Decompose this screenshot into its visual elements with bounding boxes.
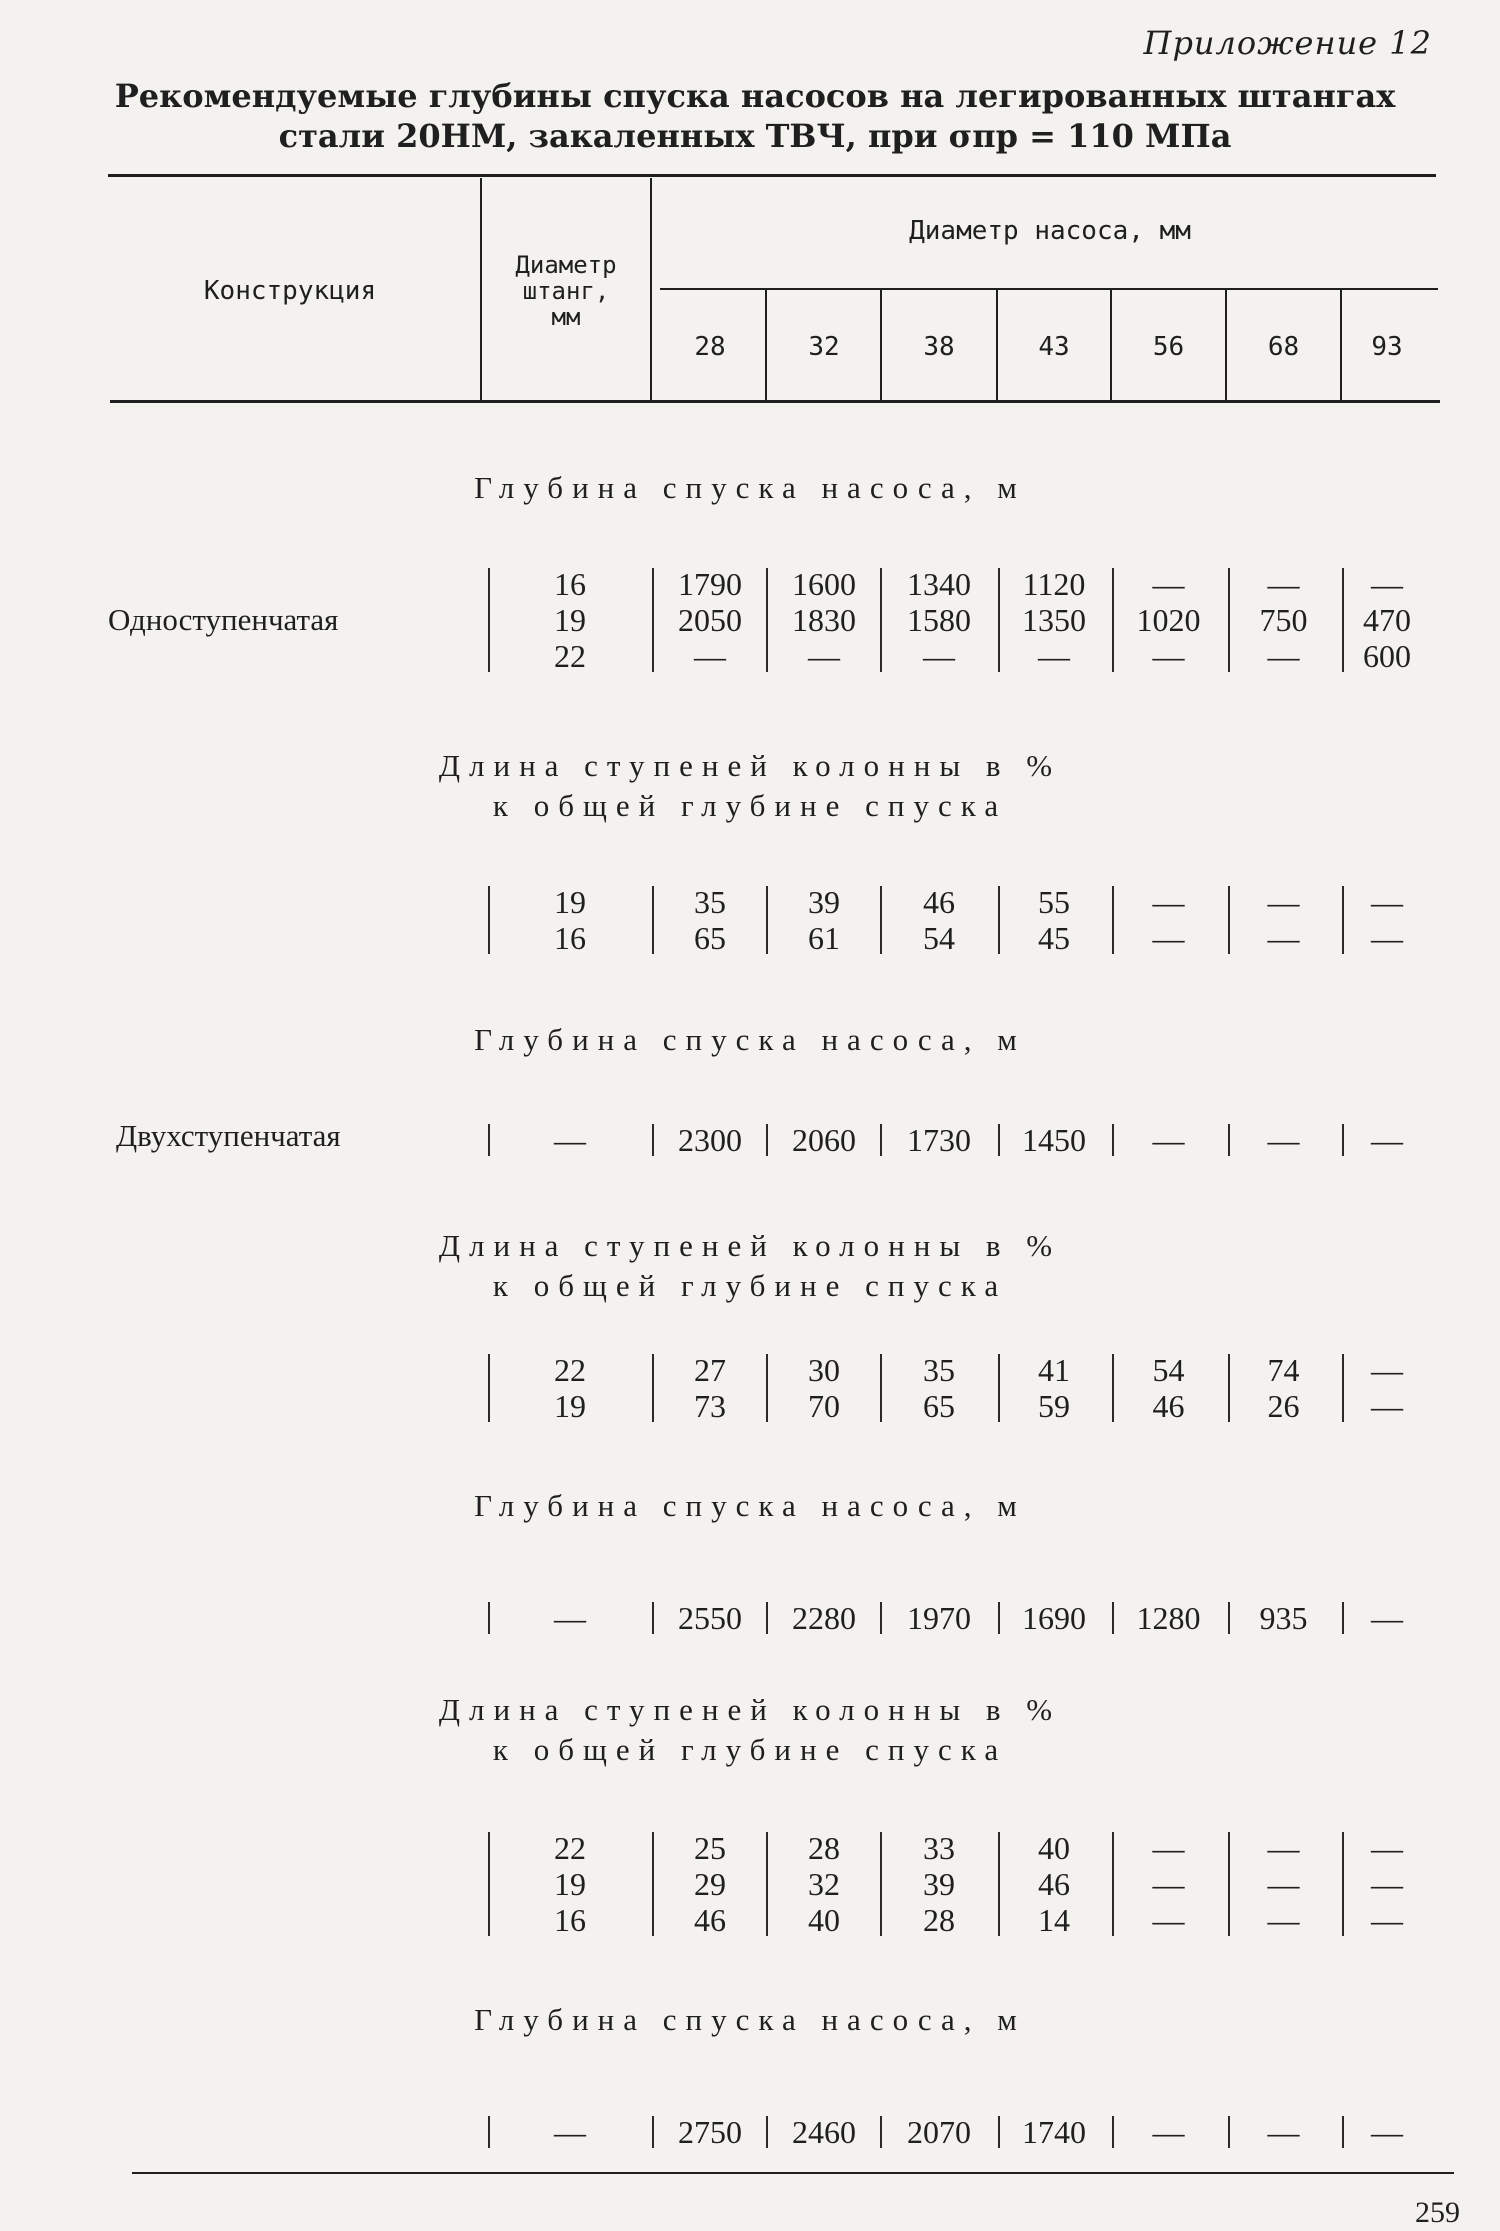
table-cell: 470 bbox=[1363, 602, 1411, 638]
table-cell: — bbox=[694, 638, 726, 674]
table-cell: 1970 bbox=[907, 1600, 971, 1636]
column-separator bbox=[652, 568, 654, 672]
header-construction: Конструкция bbox=[203, 276, 377, 306]
table-cell: 33 bbox=[923, 1830, 955, 1866]
table-cell: — bbox=[1371, 1388, 1403, 1424]
pump-size-43: 43 bbox=[1038, 332, 1070, 362]
column-separator bbox=[652, 1832, 654, 1936]
table-cell: — bbox=[923, 638, 955, 674]
column-separator bbox=[652, 886, 654, 954]
design-single-stage: Одноступенчатая bbox=[108, 602, 339, 637]
table-cell: 65 bbox=[694, 920, 726, 956]
table-cell: 1120 bbox=[1022, 566, 1086, 602]
rod-diameter-cell: — bbox=[554, 2114, 586, 2150]
table-title bbox=[110, 76, 1400, 156]
table-cell: 70 bbox=[808, 1388, 840, 1424]
design-two-stage: Двухступенчатая bbox=[116, 1118, 341, 1153]
table-cell: 1340 bbox=[907, 566, 971, 602]
table-cell: 65 bbox=[923, 1388, 955, 1424]
table-cell: 46 bbox=[1152, 1388, 1185, 1424]
header-divider-1 bbox=[480, 178, 482, 400]
stage-length-line-2: к общей глубине спуска bbox=[492, 1732, 1008, 1767]
table-cell: — bbox=[1152, 1830, 1185, 1866]
table-cell: 41 bbox=[1038, 1352, 1070, 1388]
column-separator bbox=[488, 1832, 490, 1936]
rod-diameter-cell: 19 bbox=[554, 884, 586, 920]
column-separator bbox=[488, 568, 490, 672]
header-top-rule bbox=[108, 174, 1436, 177]
stage-length-line-2: к общей глубине спуска bbox=[492, 1268, 1008, 1303]
header-pump-diameter: Диаметр насоса, мм bbox=[909, 216, 1191, 246]
table-cell: 2300 bbox=[678, 1122, 742, 1158]
section-caption-depth: Глубина спуска насоса, м bbox=[474, 2002, 1026, 2037]
table-cell: 1730 bbox=[907, 1122, 971, 1158]
table-cell: — bbox=[1152, 638, 1185, 674]
table-cell: — bbox=[1038, 638, 1070, 674]
table-cell: 1690 bbox=[1022, 1600, 1086, 1636]
rod-diameter-cell: 16 bbox=[554, 1902, 586, 1938]
table-cell: 32 bbox=[808, 1866, 840, 1902]
rod-diameter-cell: — bbox=[554, 1600, 586, 1636]
column-separator bbox=[488, 886, 490, 954]
header-rod-diameter-line: Диаметр bbox=[515, 251, 617, 279]
title-line-2: стали 20НМ, закаленных ТВЧ, при σпр = 110 МПа bbox=[278, 117, 1232, 155]
table-cell: 2050 bbox=[678, 602, 742, 638]
table-cell: 74 bbox=[1267, 1352, 1300, 1388]
table-cell: 2280 bbox=[792, 1600, 856, 1636]
stage-length-line-1: Длина ступеней колонны в % bbox=[438, 1692, 1062, 1727]
header-bottom-rule bbox=[110, 400, 1440, 403]
header-rod-diameter-line: штанг, bbox=[522, 277, 610, 305]
table-cell: 28 bbox=[808, 1830, 840, 1866]
column-separator bbox=[652, 1354, 654, 1422]
page-number: 259 bbox=[1415, 2196, 1460, 2229]
table-cell: 1790 bbox=[678, 566, 742, 602]
table-cell: — bbox=[808, 638, 840, 674]
column-separator bbox=[652, 1602, 654, 1634]
pump-size-32: 32 bbox=[808, 332, 840, 362]
rod-diameter-cell: 22 bbox=[554, 1830, 586, 1866]
table-cell: — bbox=[1152, 1866, 1185, 1902]
rod-diameter-cell: 19 bbox=[554, 1388, 586, 1424]
table-cell: — bbox=[1152, 920, 1185, 956]
table-cell: 54 bbox=[1152, 1352, 1185, 1388]
table-cell: — bbox=[1152, 2114, 1185, 2150]
table-cell: 2060 bbox=[792, 1122, 856, 1158]
table-cell: — bbox=[1267, 1902, 1300, 1938]
section-caption-depth: Глубина спуска насоса, м bbox=[474, 1488, 1026, 1523]
table-cell: — bbox=[1152, 566, 1185, 602]
table-cell: 1740 bbox=[1022, 2114, 1086, 2150]
table-cell: — bbox=[1267, 638, 1300, 674]
section-caption-depth: Глубина спуска насоса, м bbox=[474, 470, 1026, 505]
table-cell: 30 bbox=[808, 1352, 840, 1388]
table-cell: 39 bbox=[808, 884, 840, 920]
table-cell: 46 bbox=[923, 884, 955, 920]
table-cell: — bbox=[1371, 1902, 1403, 1938]
column-separator bbox=[488, 2116, 490, 2148]
table-cell: 1600 bbox=[792, 566, 856, 602]
rod-diameter-cell: 19 bbox=[554, 602, 586, 638]
table-cell: — bbox=[1371, 1600, 1403, 1636]
pump-col-divider bbox=[765, 290, 767, 400]
table-cell: 2460 bbox=[792, 2114, 856, 2150]
table-cell: — bbox=[1371, 566, 1403, 602]
title-line-1: Рекомендуемые глубины спуска насосов на легированных штангах bbox=[114, 77, 1396, 115]
section-caption-stage-length bbox=[0, 1690, 1500, 1770]
rod-diameter-cell: — bbox=[554, 1122, 586, 1158]
table-cell: 54 bbox=[923, 920, 955, 956]
table-cell: — bbox=[1267, 2114, 1300, 2150]
pump-size-93: 93 bbox=[1371, 332, 1403, 362]
section-caption-depth: Глубина спуска насоса, м bbox=[474, 1022, 1026, 1057]
table-cell: 29 bbox=[694, 1866, 726, 1902]
header-rod-diameter-line: мм bbox=[551, 303, 581, 331]
table-cell: 25 bbox=[694, 1830, 726, 1866]
table-cell: — bbox=[1152, 1902, 1185, 1938]
rod-diameter-cell: 16 bbox=[554, 566, 586, 602]
table-cell: — bbox=[1267, 884, 1300, 920]
table-cell: — bbox=[1371, 920, 1403, 956]
table-cell: 935 bbox=[1259, 1600, 1308, 1636]
rod-diameter-cell: 22 bbox=[554, 638, 586, 674]
pump-size-68: 68 bbox=[1267, 332, 1300, 362]
stage-length-line-2: к общей глубине спуска bbox=[492, 788, 1008, 823]
table-cell: 2550 bbox=[678, 1600, 742, 1636]
table-cell: 2750 bbox=[678, 2114, 742, 2150]
table-cell: 40 bbox=[1038, 1830, 1070, 1866]
pump-size-56: 56 bbox=[1152, 332, 1185, 362]
table-cell: — bbox=[1371, 1830, 1403, 1866]
table-cell: 35 bbox=[694, 884, 726, 920]
section-caption-stage-length bbox=[0, 1226, 1500, 1306]
table-cell: 61 bbox=[808, 920, 840, 956]
column-separator bbox=[488, 1602, 490, 1634]
table-cell: — bbox=[1371, 1352, 1403, 1388]
table-cell: — bbox=[1267, 566, 1300, 602]
table-cell: — bbox=[1152, 884, 1185, 920]
table-cell: — bbox=[1267, 1830, 1300, 1866]
table-cell: 1350 bbox=[1022, 602, 1086, 638]
table-cell: — bbox=[1267, 1866, 1300, 1902]
column-separator bbox=[488, 1354, 490, 1422]
column-separator bbox=[652, 1124, 654, 1156]
table-cell: 27 bbox=[694, 1352, 726, 1388]
table-cell: 35 bbox=[923, 1352, 955, 1388]
table-bottom-rule bbox=[132, 2172, 1454, 2174]
pump-size-38: 38 bbox=[923, 332, 955, 362]
table-cell: 46 bbox=[1038, 1866, 1070, 1902]
table-cell: 73 bbox=[694, 1388, 726, 1424]
section-caption-stage-length bbox=[0, 746, 1500, 826]
rod-diameter-cell: 22 bbox=[554, 1352, 586, 1388]
table-cell: 45 bbox=[1038, 920, 1070, 956]
table-cell: 1450 bbox=[1022, 1122, 1086, 1158]
table-cell: 26 bbox=[1267, 1388, 1300, 1424]
rod-diameter-cell: 16 bbox=[554, 920, 586, 956]
table-cell: 600 bbox=[1363, 638, 1411, 674]
table-cell: 39 bbox=[923, 1866, 955, 1902]
table-cell: 46 bbox=[694, 1902, 726, 1938]
table-cell: 59 bbox=[1038, 1388, 1070, 1424]
rod-diameter-cell: 19 bbox=[554, 1866, 586, 1902]
stage-length-line-1: Длина ступеней колонны в % bbox=[438, 748, 1062, 783]
table-cell: — bbox=[1152, 1122, 1185, 1158]
table-cell: 1580 bbox=[907, 602, 971, 638]
stage-length-line-1: Длина ступеней колонны в % bbox=[438, 1228, 1062, 1263]
table-cell: — bbox=[1267, 1122, 1300, 1158]
table-cell: 750 bbox=[1259, 602, 1308, 638]
table-cell: 14 bbox=[1038, 1902, 1070, 1938]
header-rod-diameter bbox=[484, 252, 648, 330]
table-cell: 1830 bbox=[792, 602, 856, 638]
table-cell: 1280 bbox=[1136, 1600, 1201, 1636]
table-cell: — bbox=[1371, 2114, 1403, 2150]
header-divider-2 bbox=[650, 178, 652, 400]
column-separator bbox=[488, 1124, 490, 1156]
table-cell: 40 bbox=[808, 1902, 840, 1938]
table-cell: 28 bbox=[923, 1902, 955, 1938]
table-cell: 2070 bbox=[907, 2114, 971, 2150]
column-separator bbox=[652, 2116, 654, 2148]
table-cell: — bbox=[1371, 884, 1403, 920]
pump-size-28: 28 bbox=[694, 332, 726, 362]
pump-subheader-rule bbox=[660, 288, 1438, 290]
table-cell: — bbox=[1371, 1122, 1403, 1158]
table-cell: — bbox=[1371, 1866, 1403, 1902]
table-cell: 55 bbox=[1038, 884, 1070, 920]
table-cell: — bbox=[1267, 920, 1300, 956]
appendix-label: Приложение 12 bbox=[1143, 24, 1432, 62]
table-cell: 1020 bbox=[1136, 602, 1201, 638]
